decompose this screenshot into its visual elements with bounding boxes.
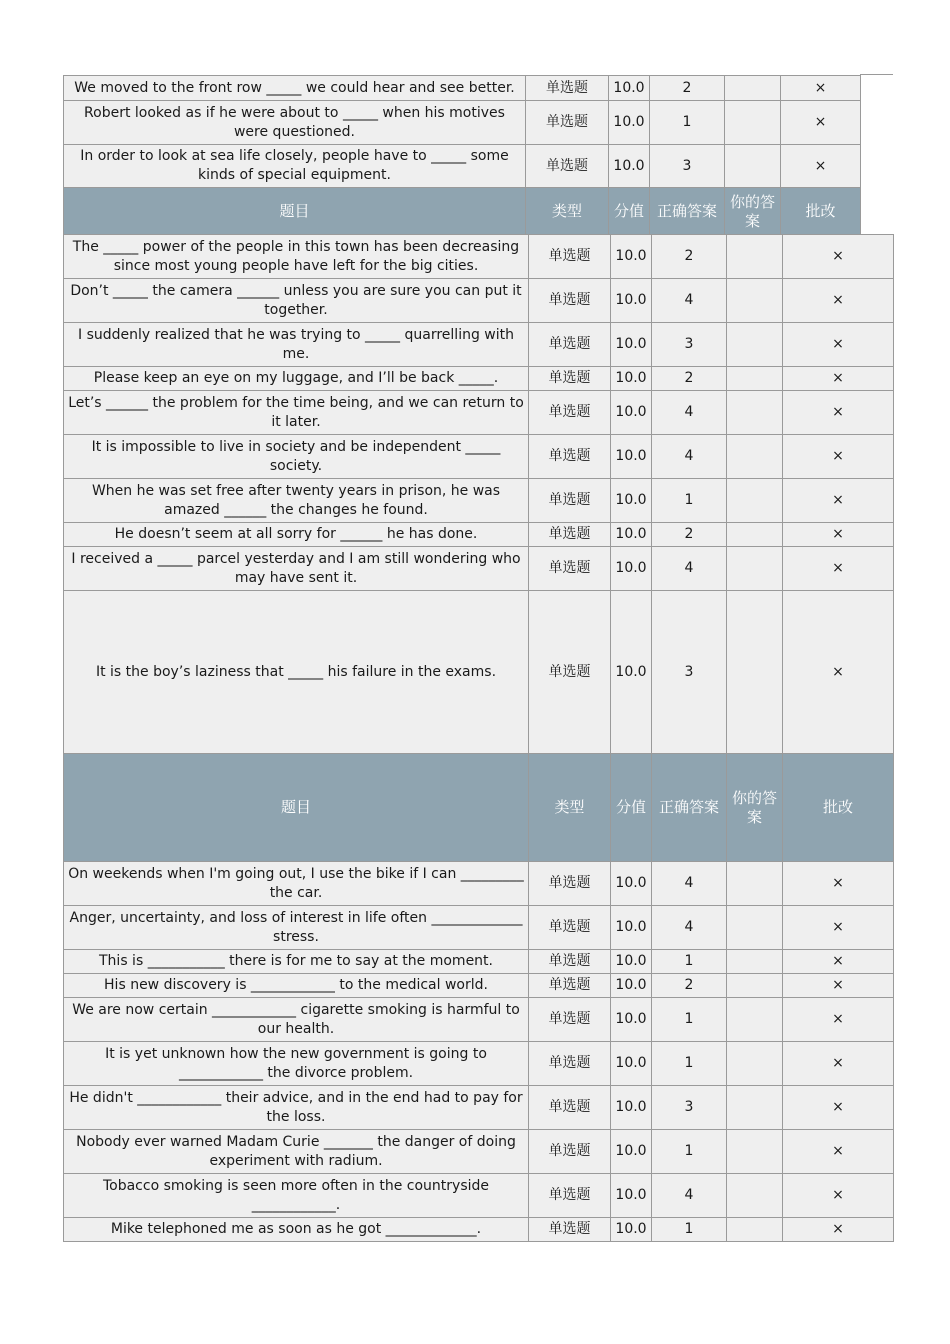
score-cell: 10.0 [611, 906, 652, 950]
mark-cell: × [783, 547, 894, 591]
table-row [64, 145, 861, 188]
question-cell: We moved to the front row _____ we could hear and see better. [64, 76, 526, 101]
correct-answer-cell: 4 [652, 906, 727, 950]
mark-cell: × [783, 591, 894, 754]
question-cell: When he was set free after twenty years in prison, he was amazed ______ the changes he found. [64, 479, 529, 523]
table-row [64, 279, 894, 323]
mark-cell: × [783, 435, 894, 479]
mark-cell: × [783, 391, 894, 435]
question-cell: I received a _____ parcel yesterday and I am still wondering who may have sent it. [64, 547, 529, 591]
correct-answer-cell: 4 [652, 862, 727, 906]
question-cell: Mike telephoned me as soon as he got _____________. [64, 1218, 529, 1242]
score-cell: 10.0 [611, 1130, 652, 1174]
correct-answer-cell: 4 [652, 547, 727, 591]
your-answer-cell [727, 479, 783, 523]
type-cell: 单选题 [526, 76, 609, 101]
table-row [64, 1130, 894, 1174]
correct-answer-cell: 1 [650, 101, 725, 145]
question-cell: I suddenly realized that he was trying to _____ quarrelling with me. [64, 323, 529, 367]
mark-cell: × [783, 479, 894, 523]
mark-cell: × [783, 862, 894, 906]
correct-answer-cell: 4 [652, 279, 727, 323]
header-type: 类型 [529, 754, 611, 862]
correct-answer-cell: 1 [652, 1218, 727, 1242]
your-answer-cell [727, 862, 783, 906]
question-cell: Robert looked as if he were about to _____ when his motives were questioned. [64, 101, 526, 145]
mark-cell: × [781, 145, 861, 188]
score-cell: 10.0 [611, 523, 652, 547]
score-cell: 10.0 [611, 1218, 652, 1242]
mark-cell: × [783, 950, 894, 974]
question-cell: In order to look at sea life closely, people have to _____ some kinds of special equipment. [64, 145, 526, 188]
type-cell: 单选题 [529, 1174, 611, 1218]
table-header-row [64, 754, 894, 862]
your-answer-cell [725, 101, 781, 145]
type-cell: 单选题 [529, 479, 611, 523]
type-cell: 单选题 [529, 906, 611, 950]
type-cell: 单选题 [529, 1130, 611, 1174]
your-answer-cell [727, 591, 783, 754]
score-cell: 10.0 [611, 1086, 652, 1130]
question-cell: On weekends when I'm going out, I use the bike if I can _________ the car. [64, 862, 529, 906]
correct-answer-cell: 3 [652, 591, 727, 754]
mark-cell: × [783, 323, 894, 367]
score-cell: 10.0 [611, 1042, 652, 1086]
question-cell: It is yet unknown how the new government is going to ____________ the divorce problem. [64, 1042, 529, 1086]
question-cell: Let’s ______ the problem for the time being, and we can return to it later. [64, 391, 529, 435]
table-top-border [860, 74, 893, 75]
correct-answer-cell: 1 [652, 479, 727, 523]
score-cell: 10.0 [611, 367, 652, 391]
correct-answer-cell: 1 [652, 1042, 727, 1086]
type-cell: 单选题 [529, 1218, 611, 1242]
your-answer-cell [727, 1130, 783, 1174]
table-row [64, 76, 861, 101]
correct-answer-cell: 1 [652, 950, 727, 974]
header-correct-answer: 正确答案 [650, 188, 725, 236]
type-cell: 单选题 [529, 367, 611, 391]
mark-cell: × [783, 279, 894, 323]
type-cell: 单选题 [529, 974, 611, 998]
table-row [64, 1086, 894, 1130]
question-cell: It is impossible to live in society and be independent _____ society. [64, 435, 529, 479]
score-cell: 10.0 [609, 101, 650, 145]
mark-cell: × [783, 1174, 894, 1218]
correct-answer-cell: 4 [652, 1174, 727, 1218]
header-score: 分值 [611, 754, 652, 862]
table-header-row [64, 188, 861, 236]
mark-cell: × [781, 101, 861, 145]
table-row [64, 523, 894, 547]
table-row [64, 101, 861, 145]
correct-answer-cell: 1 [652, 998, 727, 1042]
correct-answer-cell: 3 [652, 323, 727, 367]
correct-answer-cell: 1 [652, 1130, 727, 1174]
type-cell: 单选题 [529, 391, 611, 435]
table-row [64, 950, 894, 974]
type-cell: 单选题 [529, 323, 611, 367]
table-row [64, 235, 894, 279]
correct-answer-cell: 2 [652, 235, 727, 279]
question-cell: It is the boy’s laziness that _____ his failure in the exams. [64, 591, 529, 754]
type-cell: 单选题 [529, 235, 611, 279]
header-correct-answer: 正确答案 [652, 754, 727, 862]
score-cell: 10.0 [611, 391, 652, 435]
mark-cell: × [781, 76, 861, 101]
question-cell: Anger, uncertainty, and loss of interest in life often _____________ stress. [64, 906, 529, 950]
score-cell: 10.0 [611, 323, 652, 367]
type-cell: 单选题 [529, 435, 611, 479]
mark-cell: × [783, 1218, 894, 1242]
mark-cell: × [783, 1042, 894, 1086]
type-cell: 单选题 [529, 591, 611, 754]
question-cell: The _____ power of the people in this town has been decreasing since most young people have left for the big cities. [64, 235, 529, 279]
your-answer-cell [727, 950, 783, 974]
score-cell: 10.0 [611, 479, 652, 523]
table-row [64, 1218, 894, 1242]
mark-cell: × [783, 1130, 894, 1174]
your-answer-cell [727, 1042, 783, 1086]
type-cell: 单选题 [526, 145, 609, 188]
table-row [64, 479, 894, 523]
question-cell: Nobody ever warned Madam Curie _______ the danger of doing experiment with radium. [64, 1130, 529, 1174]
header-mark: 批改 [781, 188, 861, 236]
question-cell: His new discovery is ____________ to the medical world. [64, 974, 529, 998]
quiz-table-1 [63, 75, 861, 236]
type-cell: 单选题 [529, 547, 611, 591]
score-cell: 10.0 [611, 974, 652, 998]
your-answer-cell [727, 1174, 783, 1218]
score-cell: 10.0 [611, 1174, 652, 1218]
question-cell: He didn't ____________ their advice, and in the end had to pay for the loss. [64, 1086, 529, 1130]
your-answer-cell [727, 906, 783, 950]
header-question: 题目 [64, 754, 529, 862]
correct-answer-cell: 2 [650, 76, 725, 101]
question-cell: We are now certain ____________ cigarette smoking is harmful to our health. [64, 998, 529, 1042]
question-cell: He doesn’t seem at all sorry for ______ he has done. [64, 523, 529, 547]
header-your-answer: 你的答案 [725, 188, 781, 236]
table-row [64, 1174, 894, 1218]
table-row [64, 435, 894, 479]
type-cell: 单选题 [529, 1042, 611, 1086]
your-answer-cell [727, 435, 783, 479]
table-row [64, 323, 894, 367]
mark-cell: × [783, 998, 894, 1042]
question-cell: Don’t _____ the camera ______ unless you are sure you can put it together. [64, 279, 529, 323]
type-cell: 单选题 [529, 862, 611, 906]
mark-cell: × [783, 235, 894, 279]
table-row [64, 862, 894, 906]
table-row [64, 998, 894, 1042]
table-row [64, 906, 894, 950]
mark-cell: × [783, 906, 894, 950]
table-row [64, 547, 894, 591]
header-question: 题目 [64, 188, 526, 236]
question-cell: This is ___________ there is for me to say at the moment. [64, 950, 529, 974]
score-cell: 10.0 [611, 862, 652, 906]
correct-answer-cell: 4 [652, 435, 727, 479]
your-answer-cell [727, 974, 783, 998]
header-mark: 批改 [783, 754, 894, 862]
correct-answer-cell: 2 [652, 974, 727, 998]
mark-cell: × [783, 974, 894, 998]
your-answer-cell [727, 279, 783, 323]
your-answer-cell [727, 367, 783, 391]
score-cell: 10.0 [609, 145, 650, 188]
type-cell: 单选题 [529, 523, 611, 547]
correct-answer-cell: 3 [652, 1086, 727, 1130]
score-cell: 10.0 [611, 235, 652, 279]
your-answer-cell [727, 391, 783, 435]
mark-cell: × [783, 523, 894, 547]
score-cell: 10.0 [609, 76, 650, 101]
your-answer-cell [727, 323, 783, 367]
your-answer-cell [727, 547, 783, 591]
your-answer-cell [727, 235, 783, 279]
score-cell: 10.0 [611, 547, 652, 591]
correct-answer-cell: 4 [652, 391, 727, 435]
table-row [64, 591, 894, 754]
type-cell: 单选题 [529, 998, 611, 1042]
your-answer-cell [727, 523, 783, 547]
quiz-table-2 [63, 234, 894, 1242]
header-your-answer: 你的答案 [727, 754, 783, 862]
table-row [64, 974, 894, 998]
your-answer-cell [725, 76, 781, 101]
score-cell: 10.0 [611, 591, 652, 754]
header-type: 类型 [526, 188, 609, 236]
header-score: 分值 [609, 188, 650, 236]
score-cell: 10.0 [611, 998, 652, 1042]
mark-cell: × [783, 367, 894, 391]
question-cell: Please keep an eye on my luggage, and I’ll be back _____. [64, 367, 529, 391]
mark-cell: × [783, 1086, 894, 1130]
question-cell: Tobacco smoking is seen more often in the countryside ____________. [64, 1174, 529, 1218]
type-cell: 单选题 [529, 1086, 611, 1130]
table-row [64, 367, 894, 391]
table-row [64, 1042, 894, 1086]
correct-answer-cell: 3 [650, 145, 725, 188]
type-cell: 单选题 [529, 950, 611, 974]
score-cell: 10.0 [611, 950, 652, 974]
correct-answer-cell: 2 [652, 367, 727, 391]
table-row [64, 391, 894, 435]
type-cell: 单选题 [526, 101, 609, 145]
score-cell: 10.0 [611, 435, 652, 479]
type-cell: 单选题 [529, 279, 611, 323]
your-answer-cell [727, 998, 783, 1042]
correct-answer-cell: 2 [652, 523, 727, 547]
your-answer-cell [727, 1218, 783, 1242]
score-cell: 10.0 [611, 279, 652, 323]
your-answer-cell [727, 1086, 783, 1130]
your-answer-cell [725, 145, 781, 188]
